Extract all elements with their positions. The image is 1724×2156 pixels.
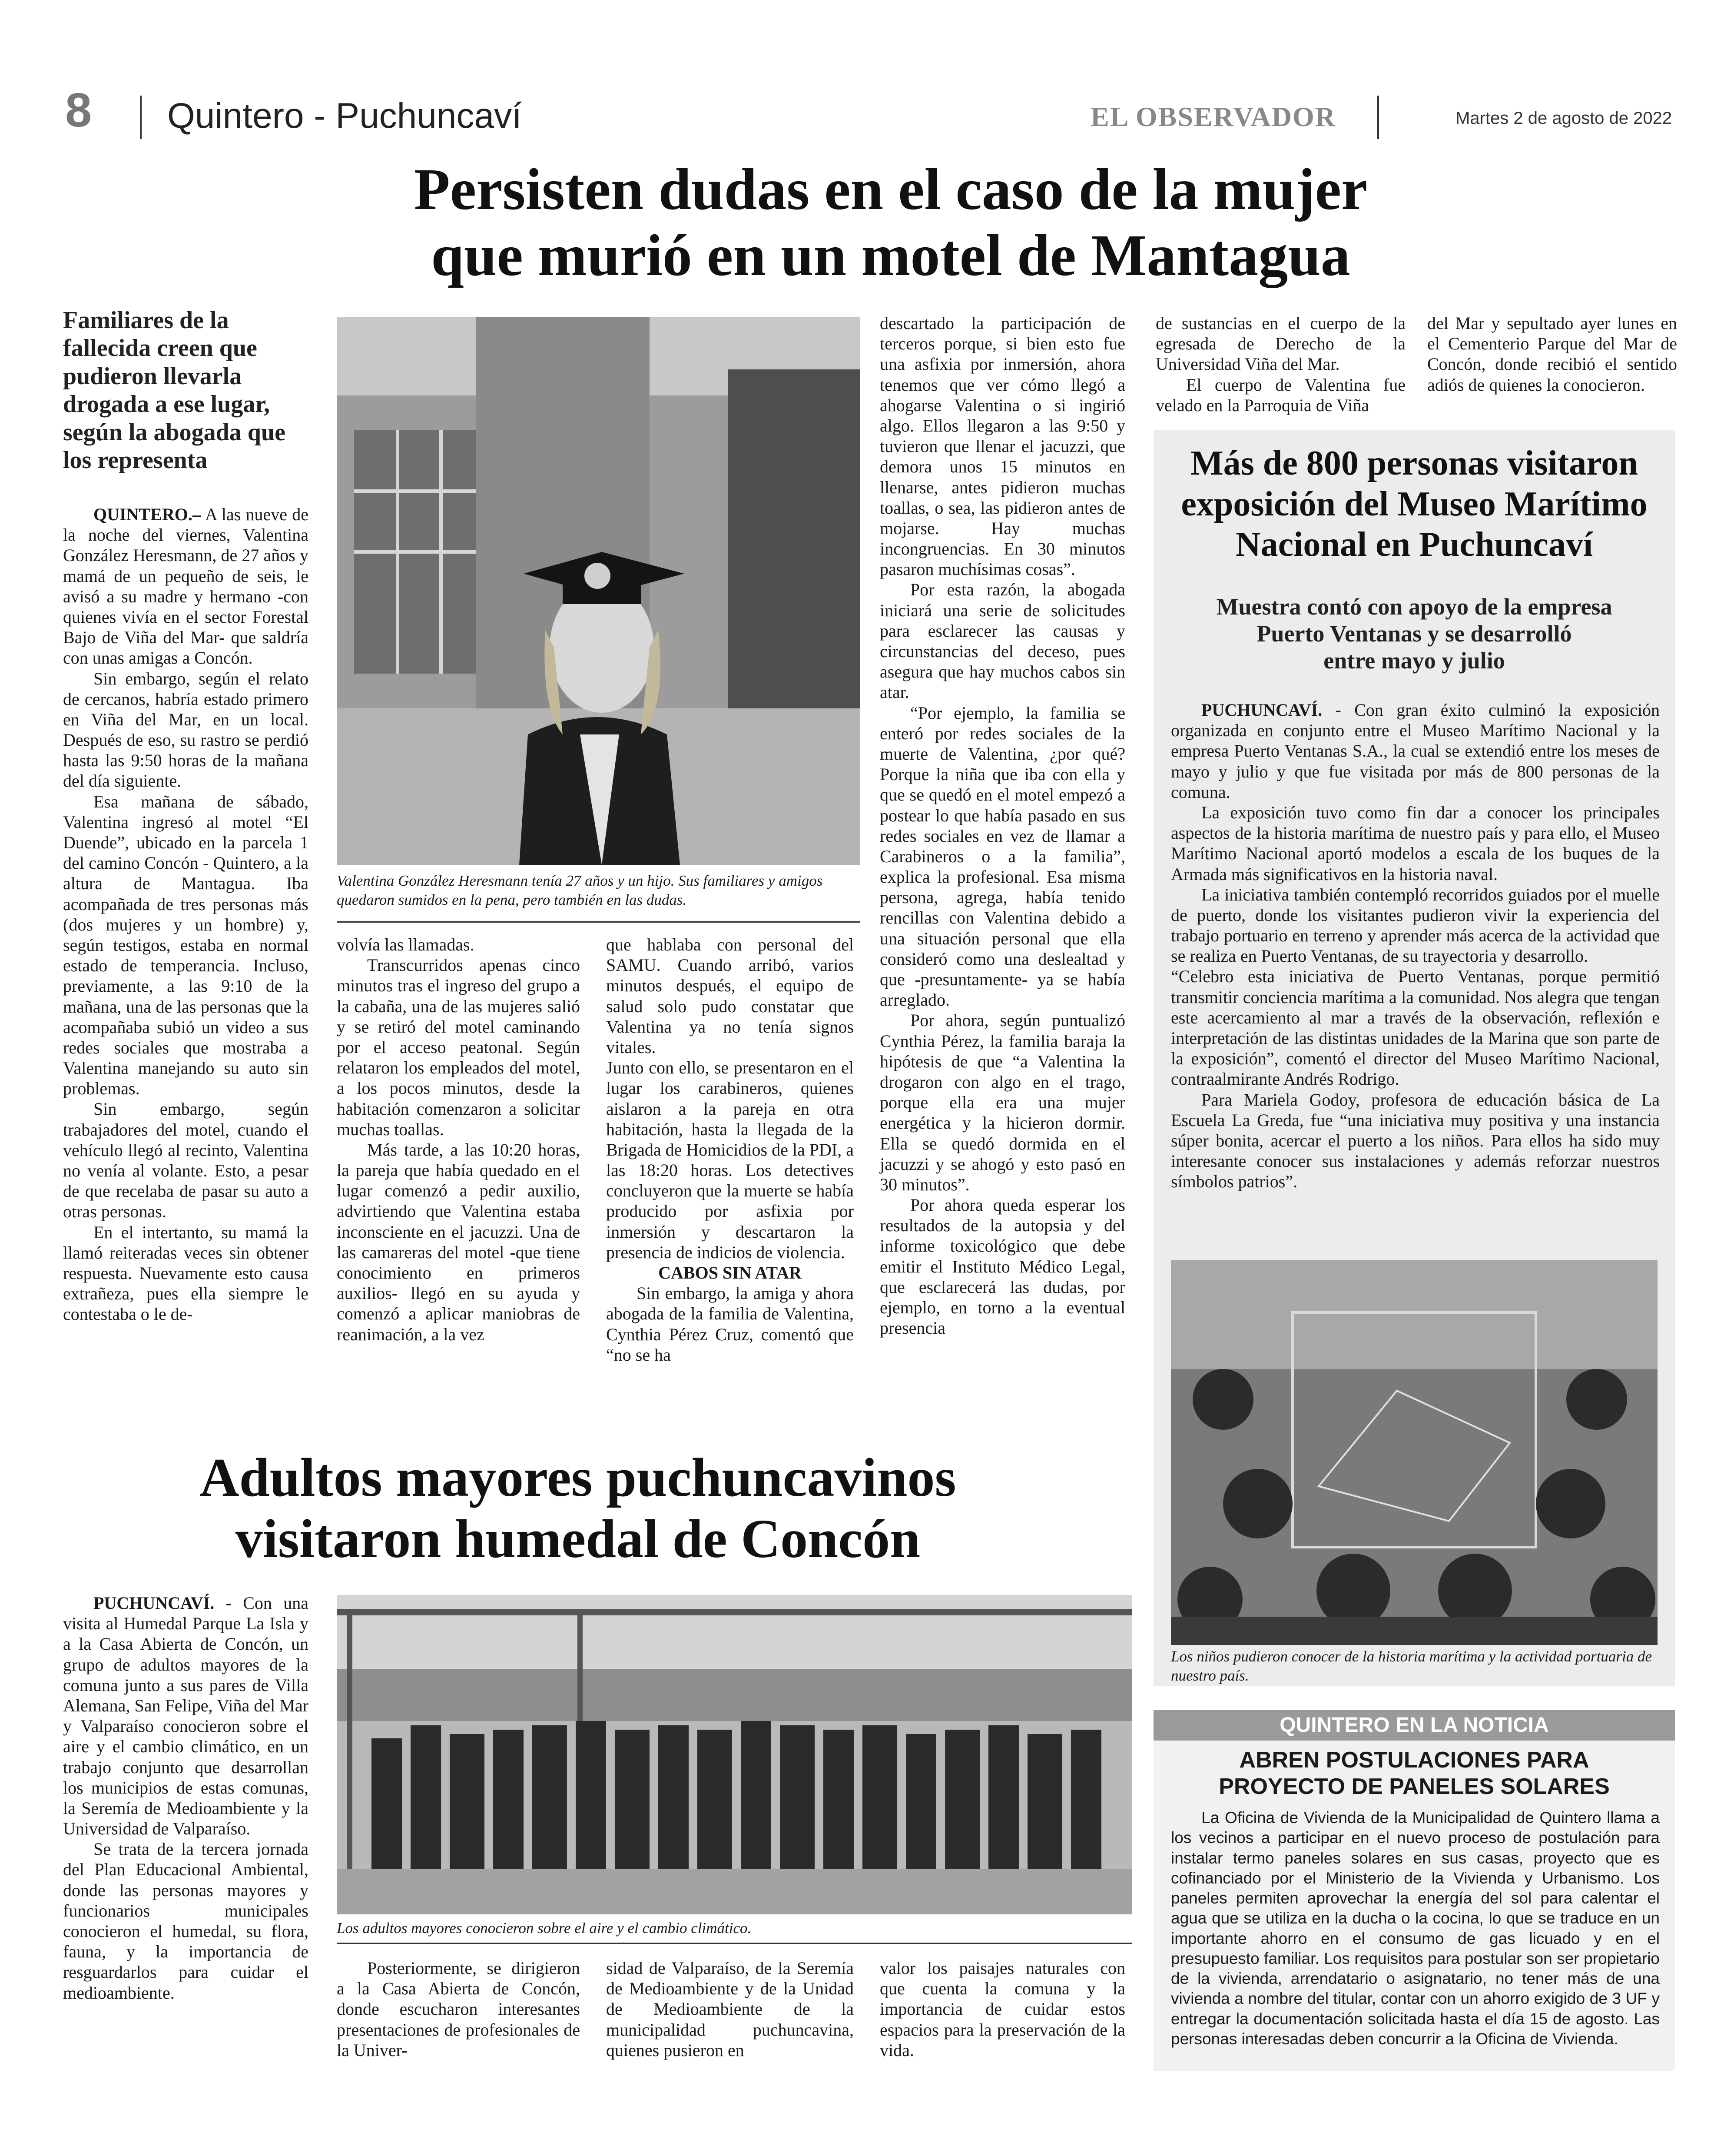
paragraph: descartado la participación de terceros porque, si bien esto fue una asfixia por inmersión, ahora tenemos que ver cómo llegó a ahogarse Valentina o si ingirió algo. Ellos llegaron a las 9:50 y tuvieron que llenar el jacuzzi, que demora unos 15 minutos en llenarse, antes pidieron muchas toallas, o sea, las pidieron antes de mojarse. Hay muchas incongruencias. En 30 minutos pasaron muchísimas cosas”. <box>880 313 1125 579</box>
notice-title <box>1154 1747 1675 1801</box>
notice-banner: QUINTERO EN LA NOTICIA <box>1154 1710 1675 1741</box>
paragraph: del Mar y sepultado ayer lunes en el Cementerio Parque del Mar de Concón, donde recibió el sentido adiós de quienes la conocieron. <box>1427 313 1677 395</box>
museum-photo-illustration <box>1171 1260 1658 1645</box>
story3-deck <box>1154 593 1675 674</box>
story3-headline-line: exposición del Museo Marítimo <box>1181 485 1648 523</box>
paragraph: Más tarde, a las 10:20 horas, la pareja que había quedado en el lugar comenzó a pedir auxilio, advirtiendo que Valentina estaba inconsciente en el jacuzzi. Una de las camareras del motel -que tiene conocimiento en primeros auxilios- llegó en su ayuda y comenzó a aplicar maniobras de reanimación, a la vez <box>337 1139 580 1344</box>
paragraph: Por ahora, según puntualizó Cynthia Pérez, la familia baraja la hipótesis de que “a Valentina la drogaron con algo en el trago, porque ella era una mujer energética y la hicieron dormir. Ella se quedó dormida en el jacuzzi y se ahogó y esto pasó en 30 minutos”. <box>880 1010 1125 1194</box>
paragraph: La iniciativa también contempló recorridos guiados por el muelle de puerto, donde los visitantes pudieron vivir la experiencia del trabajo portuario en terreno y aprender más acerca de la actividad que se realiza en Puerto Ventanas, de su trayectoria y desarrollo. <box>1171 884 1660 966</box>
story3-deck-line: Muestra contó con apoyo de la empresa <box>1216 594 1612 620</box>
paragraph: que hablaba con personal del SAMU. Cuando arribó, varios minutos después, el equipo de salud solo pudo constatar que Valentina ya no tenía signos vitales. <box>606 935 854 1057</box>
paragraph: Para Mariela Godoy, profesora de educación básica de La Escuela La Greda, fue “una iniciativa muy positiva y una instancia súper bonita, acercar el puerto a los niños. Para ellos ha sido muy interesante conocer sus instalaciones y además reforzar nuestros símbolos patrios”. <box>1171 1090 1660 1192</box>
notice-body: La Oficina de Vivienda de la Municipalidad de Quintero llama a los vecinos a participar en el nuevo proceso de postulación para instalar termo paneles solares en sus casas, proyecto que es cofinanciado por el Ministerio de la Vivienda y Urbanismo. Los paneles permiten aprovechar la energía del sol para calentar el agua que se utiliza en la ducha o la cocina, lo que se traduce en un importante ahorro en el consumo de gas licuado y en el presupuesto familiar. Los requisitos para postular son ser propietario de la vivienda, arrendatario o asignatario, no tener más de una vivienda a nombre del titular, contar con un ahorro exigido de 3 UF y entregar la documentación solicitada hasta el día 15 de agosto. Las personas interesadas deben concurrir a la Oficina de Vivienda. <box>1171 1809 1660 2048</box>
section-name: Quintero - Puchuncaví <box>167 96 522 136</box>
story1-col4 <box>880 313 1125 1338</box>
paragraph: Esa mañana de sábado, Valentina ingresó al motel “El Duende”, ubicado en la parcela 1 del camino Concón - Quintero, a la altura de Mantagua. Iba acompañada de tres personas más (dos mujeres y un hombre) y, según testigos, estaba en normal estado de temperancia. Incluso, previamente, a las 9:10 de la mañana, una de las personas que la acompañaba subió un video a sus redes sociales que mostraba a Valentina manejando su auto sin problemas. <box>63 791 308 1099</box>
paragraph: valor los paisajes naturales con que cuenta la comuna y la importancia de cuidar estos espacios para la preservación de la vida. <box>880 1958 1125 2060</box>
story2-col3 <box>606 1958 854 2060</box>
header-divider <box>1377 96 1379 139</box>
paragraph: Sin embargo, la amiga y ahora abogada de la familia de Valentina, Cynthia Pérez Cruz, comentó que “no se ha <box>606 1283 854 1365</box>
paragraph: Transcurridos apenas cinco minutos tras el ingreso del grupo a la cabaña, una de las mujeres salió y se retiró del motel caminando por el acceso peatonal. Según relataron los empleados del motel, a los pocos minutos, desde la habitación comenzaron a solicitar muchas toallas. <box>337 955 580 1139</box>
story1-col3 <box>606 934 854 1365</box>
dateline: PUCHUNCAVÍ. - <box>1201 700 1341 720</box>
story1-col1 <box>63 504 308 1325</box>
subheading: CABOS SIN ATAR <box>658 1263 802 1282</box>
paragraph-text: Con una visita al Humedal Parque La Isla y a la Casa Abierta de Concón, un grupo de adultos mayores de la comuna junto a sus pares de Villa Alemana, San Felipe, Viña del Mar y Valparaíso conocieron sobre el aire y el cambio climático, en un trabajo conjunto que desarrollan los municipios de estas comunas, la Seremía de Medioambiente y la Universidad de Valparaíso. <box>63 1593 308 1839</box>
story2-photo <box>337 1595 1132 1914</box>
newspaper-name: EL OBSERVADOR <box>1091 101 1336 132</box>
paragraph <box>63 504 308 668</box>
page-number: 8 <box>65 83 92 137</box>
header-divider <box>140 96 142 139</box>
story3-headline-line: Más de 800 personas visitaron <box>1190 444 1638 482</box>
caption-rule <box>337 1943 1132 1944</box>
paragraph: Por esta razón, la abogada iniciará una serie de solicitudes para esclarecer las causas y circunstancias del deceso, pues asegura que hay muchos cabos sin atar. <box>880 580 1125 702</box>
graduate-photo-illustration <box>337 317 860 865</box>
dateline: QUINTERO.– <box>93 505 201 524</box>
story3-photo <box>1171 1260 1658 1645</box>
story1-col6 <box>1427 313 1677 395</box>
story2-headline-line: Adultos mayores puchuncavinos <box>199 1448 956 1508</box>
notice-title-line: PROYECTO DE PANELES SOLARES <box>1219 1774 1610 1800</box>
story3-photo-caption: Los niños pudieron conocer de la historia marítima y la actividad portuaria de nuestro país. <box>1171 1648 1652 1684</box>
story2-headline <box>130 1447 1025 1570</box>
group-photo-illustration <box>337 1595 1132 1914</box>
issue-date: Martes 2 de agosto de 2022 <box>1455 109 1672 128</box>
paragraph: Se trata de la tercera jornada del Plan Educacional Ambiental, donde las personas mayores y funcionarios municipales conocieron el humedal, su flora, fauna, y la importancia de resguardarlos para cuidar el medioambiente. <box>63 1839 308 2003</box>
paragraph: Por ahora queda esperar los resultados de la autopsia y del informe toxicológico que debe emitir el Instituto Médico Legal, que esclarecerá las dudas, por ejemplo, en torno a la eventual presencia <box>880 1195 1125 1338</box>
paragraph: Sin embargo, según el relato de cercanos, habría estado primero en Viña del Mar, en un local. Después de eso, su rastro se perdió hasta las 9:50 horas de la mañana del día siguiente. <box>63 668 308 791</box>
story1-photo-caption: Valentina González Heresmann tenía 27 años y un hijo. Sus familiares y amigos quedaron sumidos en la pena, pero también en las dudas. <box>337 872 823 908</box>
paragraph: Junto con ello, se presentaron en el lugar los carabineros, quienes aislaron a la pareja en otra habitación, hasta la llegada de la Brigada de Homicidios de la PDI, a las 18:20 horas. Los detectives concluyeron que la muerte se había producido por asfixia por inmersión y descartaron la presencia de indicios de violencia. <box>606 1058 854 1262</box>
story1-photo <box>337 317 860 865</box>
paragraph: Sin embargo, según trabajadores del motel, cuando el vehículo llegó al recinto, Valentina no venía al volante. Esto, a pesar de que recelaba de pasar su auto a otras personas. <box>63 1099 308 1222</box>
story1-col2 <box>337 934 580 1345</box>
paragraph-text: A las nueve de la noche del viernes, Valentina González Heresmann, de 27 años y mamá de un pequeño de seis, le avisó a su madre y hermano -con quienes vivía en el sector Forestal Bajo de Viña del Mar- que saldría con unas amigas a Concón. <box>63 505 308 668</box>
paragraph <box>63 1593 308 1839</box>
caption-rule <box>337 921 860 923</box>
story2-col4 <box>880 1958 1125 2060</box>
notice-title-line: ABREN POSTULACIONES PARA <box>1239 1747 1589 1773</box>
story3-deck-line: entre mayo y julio <box>1323 648 1505 674</box>
paragraph: Posteriormente, se dirigieron a la Casa Abierta de Concón, donde escucharon interesantes presentaciones de profesionales de la Univer- <box>337 1958 580 2060</box>
story1-col5 <box>1156 313 1406 415</box>
story1-headline <box>304 156 1477 289</box>
story1-headline-line: Persisten dudas en el caso de la mujer <box>414 157 1368 222</box>
story1-headline-line: que murió en un motel de Mantagua <box>431 223 1350 289</box>
paragraph-text: Con gran éxito culminó la exposición organizada en conjunto entre el Museo Marítimo Nacional y la empresa Puerto Ventanas S.A., la cual se extendió entre los meses de mayo y julio y que fue visitada por más de 800 personas de la comuna. <box>1171 700 1660 802</box>
story2-col1 <box>63 1593 308 2003</box>
story2-photo-caption: Los adultos mayores conocieron sobre el aire y el cambio climático. <box>337 1920 752 1937</box>
story2-col2 <box>337 1958 580 2060</box>
story2-headline-line: visitaron humedal de Concón <box>235 1509 921 1570</box>
story1-deck: Familiares de la fallecida creen que pudieron llevarla drogada a ese lugar, según la abogada que los representa <box>63 307 285 474</box>
paragraph: “Celebro esta iniciativa de Puerto Ventanas, porque permitió transmitir conciencia marítima a la comunidad. Nos alegra que tengan este acercamiento al mar a través de la observación, reflexión e interpretación de las distintas unidades de la Marina que son parte de la exposición”, comentó el director del Museo Marítimo Nacional, contraalmirante Andrés Rodrigo. <box>1171 967 1660 1089</box>
paragraph: sidad de Valparaíso, de la Seremía de Medioambiente y de la Unidad de Medioambiente de la municipalidad puchuncavina, quienes pusieron en <box>606 1958 854 2060</box>
paragraph: El cuerpo de Valentina fue velado en la Parroquia de Viña <box>1156 375 1406 415</box>
paragraph: La exposición tuvo como fin dar a conocer los principales aspectos de la historia marítima de nuestro país y para ello, el Museo Marítimo Nacional aportó modelos a escala de los buques de la Armada más significativos en la historia naval. <box>1171 802 1660 884</box>
paragraph <box>1171 700 1660 802</box>
paragraph: “Por ejemplo, la familia se enteró por redes sociales de la muerte de Valentina, ¿por qué? Porque la niña que iba con ella y que se quedó en el motel empezó a postear lo que había pasado en sus redes sociales en vez de llamar a Carabineros o a la familia”, explica la profesional. Esa misma persona, agrega, había tenido rencillas con Valentina debido a una situación personal que ella consideró como una deslealtad y que -presuntamente- ya se había arreglado. <box>880 703 1125 1010</box>
story3-headline <box>1154 443 1675 565</box>
story3-body <box>1171 700 1660 1192</box>
story3-deck-line: Puerto Ventanas y se desarrolló <box>1257 621 1572 647</box>
story3-headline-line: Nacional en Puchuncaví <box>1235 525 1593 564</box>
paragraph: En el intertanto, su mamá la llamó reiteradas veces sin obtener respuesta. Nuevamente esto causa extrañeza, pues ella siempre le contestaba o le de- <box>63 1222 308 1324</box>
dateline: PUCHUNCAVÍ. - <box>93 1593 232 1613</box>
paragraph: volvía las llamadas. <box>337 935 474 954</box>
paragraph: de sustancias en el cuerpo de la egresada de Derecho de la Universidad Viña del Mar. <box>1156 313 1406 374</box>
